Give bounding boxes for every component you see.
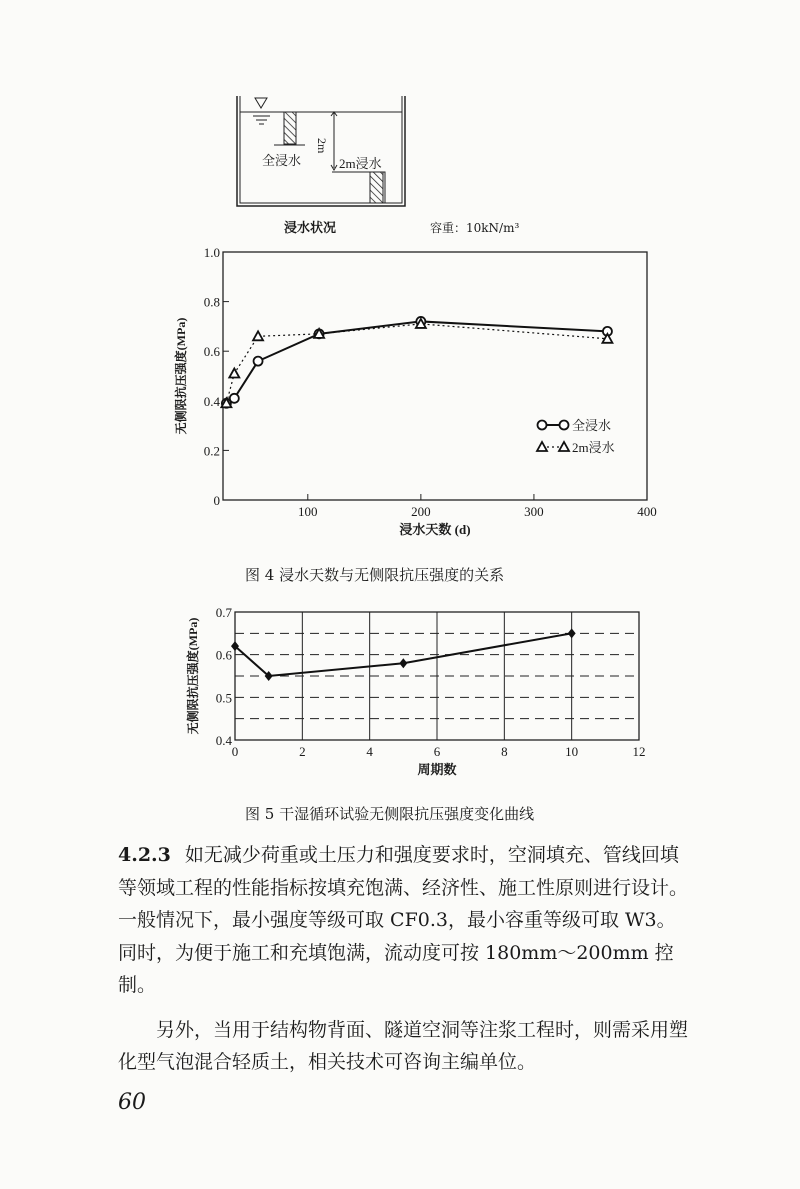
y-tick-label: 0.2 (203, 443, 220, 459)
data-point (230, 394, 239, 403)
y-axis-label: 无侧限抗压强度(MPa) (186, 617, 200, 735)
full-immersion-specimen (284, 112, 296, 144)
plot-frame (223, 252, 647, 500)
x-tick-label: 200 (411, 504, 431, 519)
legend-marker (560, 421, 569, 430)
x-tick-label: 6 (433, 744, 441, 759)
immersion-days-chart (150, 240, 670, 540)
y-tick-label: 0.4 (203, 393, 220, 409)
y-tick-label: 0.6 (203, 344, 220, 360)
legend-marker (538, 421, 547, 430)
depth-label: 2m (315, 138, 329, 154)
x-tick-label: 2 (299, 744, 306, 759)
partial-immersion-specimen (370, 172, 383, 203)
page-number: 60 (118, 1090, 146, 1115)
data-point (254, 357, 263, 366)
x-tick-label: 300 (524, 504, 544, 519)
paragraph-1: 如无减少荷重或土压力和强度要求时，空洞填充、管线回填等领域工程的性能指标按填充饱满、经济性、施工性原则进行设计。一般情况下，最小强度等级可取 CF0.3，最小容重等级可取 W3。同时，为便于施工和充填饱满，流动度可按 180mm～200mm 控制。 (118, 844, 689, 996)
data-point (253, 331, 263, 340)
y-tick-label: 0.6 (215, 647, 232, 663)
x-tick-label: 10 (565, 744, 579, 759)
legend-label: 全浸水 (572, 418, 612, 433)
full-immersion-label: 全浸水 (262, 153, 302, 168)
x-tick-label: 4 (366, 744, 373, 759)
partial-immersion-label: 2m浸水 (339, 156, 382, 171)
unit-weight-note: 容重：10kN/m³ (430, 221, 520, 235)
y-tick-label: 0.4 (215, 733, 232, 748)
x-tick-label: 0 (231, 744, 239, 759)
series-line-0 (226, 321, 607, 403)
y-tick-label: 0 (213, 493, 220, 508)
body-text (118, 839, 688, 1079)
figure4-caption: 图 4 浸水天数与无侧限抗压强度的关系 (245, 566, 505, 584)
series-line-1 (226, 324, 607, 403)
water-level-icon (255, 98, 267, 108)
y-tick-label: 0.7 (215, 605, 232, 620)
wet-dry-cycle-chart (170, 595, 670, 785)
x-tick-label: 400 (637, 504, 657, 519)
x-tick-label: 8 (501, 744, 508, 759)
legend-marker (559, 442, 569, 451)
x-tick-label: 12 (632, 744, 646, 759)
legend-label: 2m浸水 (572, 440, 615, 455)
x-tick-label: 100 (298, 504, 318, 519)
paragraph-2: 另外，当用于结构物背面、隧道空洞等注浆工程时，则需采用塑化型气泡混合轻质土，相关技术可咨询主编单位。 (118, 1018, 689, 1073)
x-axis-label: 周期数 (417, 762, 457, 777)
diagram-title: 浸水状况 (284, 221, 337, 236)
y-tick-label: 0.8 (203, 294, 220, 310)
legend-marker (537, 442, 547, 451)
y-axis-label: 无侧限抗压强度(MPa) (174, 317, 188, 435)
figure5-caption: 图 5 干湿循环试验无侧限抗压强度变化曲线 (245, 805, 535, 823)
x-axis-label: 浸水天数 (d) (399, 522, 471, 537)
section-number: 4.2.3 (118, 844, 171, 866)
data-point (399, 658, 407, 668)
data-point (229, 369, 239, 378)
y-tick-label: 1.0 (203, 245, 220, 260)
data-point (568, 628, 576, 638)
y-tick-label: 0.5 (215, 690, 232, 706)
immersion-diagram (225, 88, 415, 218)
